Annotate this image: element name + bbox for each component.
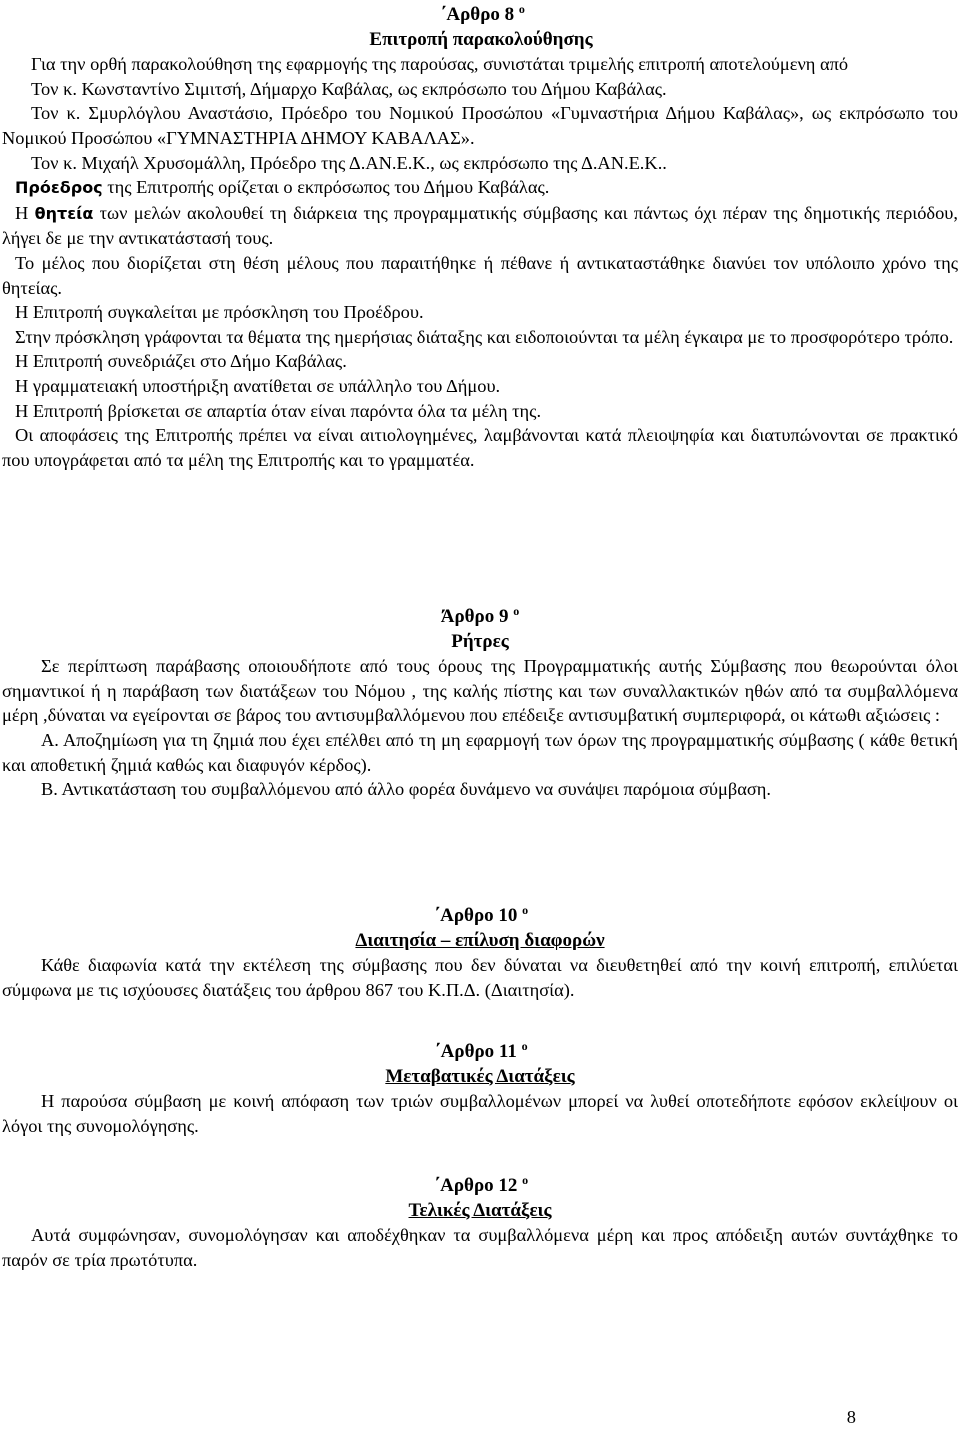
article-9-intro: Σε περίπτωση παράβασης οποιουδήποτε από τους όρους της Προγραμματικής αυτής Σύμβασης που θεωρούνται όλοι σημαντικοί ή η παράβαση των διατάξεων του Νόμου , της καλής πίστης και των συναλλακτικών ηθών από τα συμβαλλόμενα μέρη ,δύναται να εγείρονται σε βάρος του αντισυμβαλλόμενου που επέδειξε αντισυμβατική συμπεριφορά, οι κάτωθι αξιώσεις :: [2, 656, 958, 726]
article-9-item-a: Α. Αποζημίωση για τη ζημιά που έχει επέλθει από τη μη εφαρμογή των όρων της προγραμματικής σύμβασης ( κάθε θετική και αποθετική ζημιά καθώς και διαφυγόν κέρδος).: [2, 729, 958, 775]
article-9-title: Ρήτρες: [451, 630, 509, 652]
article-10-title: Διαιτησία – επίλυση διαφορών: [355, 929, 605, 951]
article-10-heading: ΄Αρθρο 10 $^o$: [433, 903, 529, 926]
article-12: [0, 1174, 960, 1272]
article-8-title: Επιτροπή παρακολούθησης: [369, 28, 593, 50]
article-10-body: Κάθε διαφωνία κατά την εκτέλεση της σύμβασης που δεν δύναται να διευθετηθεί από την κοινή επιτροπή, επιλύεται σύμφωνα με τις ισχύουσες διατάξεις του άρθρου 867 του Κ.Π.Δ. (Διαιτησία).: [2, 955, 958, 1000]
article-12-title: Τελικές Διατάξεις: [408, 1199, 552, 1221]
article-8: [0, 3, 960, 472]
article-8-decisions: Οι αποφάσεις της Επιτροπής πρέπει να είναι αιτιολογημένες, λαμβάνονται κατά πλειοψηφία και διατυπώνονται σε πρακτικό που υπογράφεται από τα μέλη της Επιτροπής και το γραμματέα.: [2, 425, 958, 470]
article-8-convene: Η Επιτροπή συγκαλείται με πρόσκληση του Προέδρου.: [15, 302, 424, 323]
article-8-replacement: Το μέλος που διορίζεται στη θέση μέλους που παραιτήθηκε ή πέθανε ή αντικαταστάθηκε διανύει τον υπόλοιπο χρόνο της θητείας.: [2, 252, 958, 298]
article-8-intro: Για την ορθή παρακολούθηση της εφαρμογής της παρούσας, συνιστάται τριμελής επιτροπή αποτελούμενη από: [31, 54, 849, 75]
article-11: [0, 1040, 960, 1138]
article-8-term: Η θητεία των μελών ακολουθεί τη διάρκεια της προγραμματικής σύμβασης και πάντως όχι πέραν της δημοτικής περιόδου, λήγει δε με την αντικατάστασή τους.: [2, 202, 958, 249]
article-8-quorum: Η Επιτροπή βρίσκεται σε απαρτία όταν είναι παρόντα όλα τα μέλη της.: [15, 400, 542, 421]
article-8-member-1: Τον κ. Κωνσταντίνο Σιμιτσή, Δήμαρχο Καβάλας, ως εκπρόσωπο του Δήμου Καβάλας.: [31, 78, 667, 99]
page-number: 8: [846, 1407, 856, 1427]
article-9: [0, 605, 960, 802]
article-11-body: Η παρούσα σύμβαση με κοινή απόφαση των τριών συμβαλλομένων μπορεί να λυθεί οποτεδήποτε εφόσον εκλείψουν οι λόγοι της συνομολόγησης.: [2, 1091, 958, 1136]
article-11-title: Μεταβατικές Διατάξεις: [385, 1065, 575, 1087]
article-8-member-3: Τον κ. Μιχαήλ Χρυσομάλλη, Πρόεδρο της Δ.ΑΝ.Ε.Κ., ως εκπρόσωπο της Δ.ΑΝ.Ε.Κ..: [31, 152, 667, 173]
article-9-heading: Άρθρο 9 $^o$: [440, 604, 520, 627]
article-8-chair: Πρόεδρος της Επιτροπής ορίζεται ο εκπρόσωπος του Δήμου Καβάλας.: [15, 177, 550, 198]
article-11-heading: ΄Αρθρο 11 $^o$: [434, 1039, 528, 1062]
article-12-body: Αυτά συμφώνησαν, συνομολόγησαν και αποδέχθηκαν τα συμβαλλόμενα μέρη και προς απόδειξη αυτών συντάχθηκε το παρόν σε τρία πρωτότυπα.: [2, 1225, 958, 1270]
article-8-seat: Η Επιτροπή συνεδριάζει στο Δήμο Καβάλας.: [15, 351, 347, 372]
article-8-member-2: Τον κ. Σμυρλόγλου Αναστάσιο, Πρόεδρο του Νομικού Προσώπου «Γυμναστήρια Δήμου Καβάλας», ως εκπρόσωπο του Νομικού Προσώπου «ΓΥΜΝΑΣΤΗΡΙΑ ΔΗΜΟΥ ΚΑΒΑΛΑΣ».: [2, 103, 958, 148]
article-12-heading: ΄Αρθρο 12 $^o$: [433, 1173, 529, 1196]
article-9-item-b: Β. Αντικατάσταση του συμβαλλόμενου από άλλο φορέα δυνάμενο να συνάψει παρόμοια σύμβαση.: [41, 779, 771, 800]
article-8-heading: ΄Αρθρο 8 $^o$: [440, 2, 525, 25]
article-8-secretary: Η γραμματειακή υποστήριξη ανατίθεται σε υπάλληλο του Δήμου.: [15, 375, 501, 396]
article-10: [0, 904, 960, 1002]
article-8-invitation: Στην πρόσκληση γράφονται τα θέματα της ημερήσιας διάταξης και ειδοποιούνται τα μέλη έγκαιρα με το προσφορότερο τρόπο.: [15, 326, 954, 347]
